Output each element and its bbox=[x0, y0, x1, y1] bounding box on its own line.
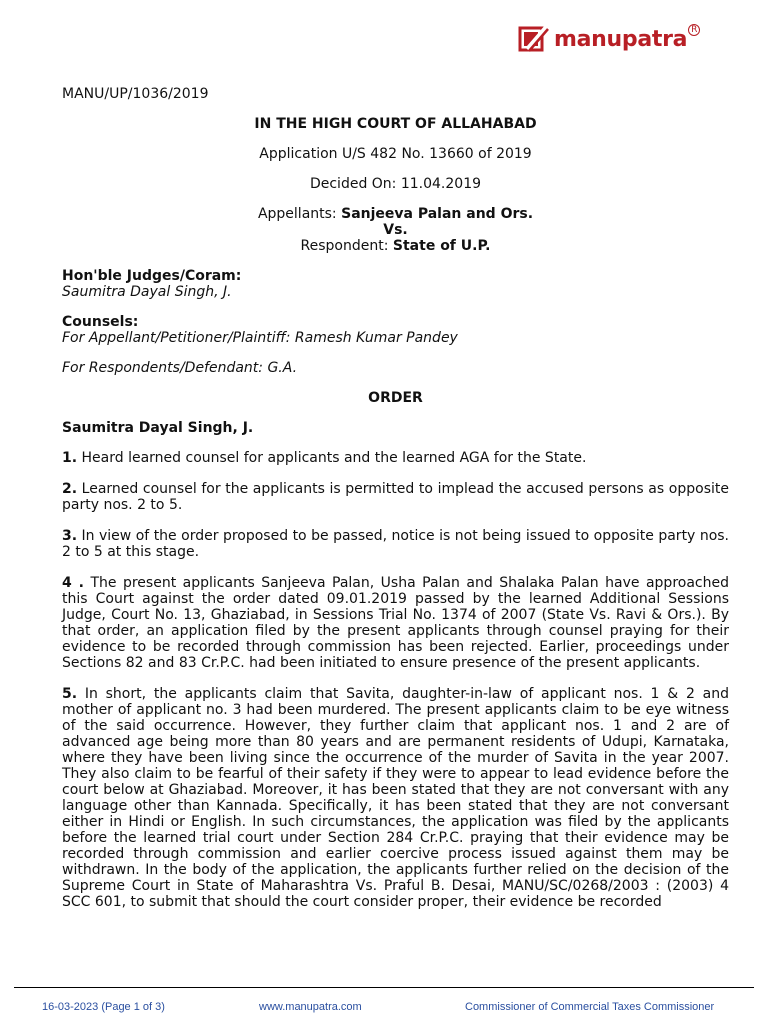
footer-divider bbox=[14, 987, 754, 988]
order-heading: ORDER bbox=[368, 390, 423, 406]
judges-names: Saumitra Dayal Singh, J. bbox=[62, 284, 232, 300]
paragraph-text: In view of the order proposed to be passed, notice is not being issued to opposite party nos. 2 to 5 at this stage. bbox=[62, 528, 729, 560]
paragraph-2 bbox=[62, 481, 729, 513]
paragraph-number: 1. bbox=[62, 450, 78, 466]
citation: MANU/UP/1036/2019 bbox=[62, 86, 209, 102]
counsels-heading: Counsels: bbox=[62, 314, 139, 330]
counsel-appellant: For Appellant/Petitioner/Plaintiff: Ramesh Kumar Pandey bbox=[62, 330, 458, 346]
appellants-label: Appellants: bbox=[257, 206, 342, 222]
brand-name: manupatra bbox=[554, 26, 688, 52]
footer-site-link[interactable]: www.manupatra.com bbox=[259, 1001, 362, 1013]
paragraph-1 bbox=[62, 450, 729, 466]
court-name: IN THE HIGH COURT OF ALLAHABAD bbox=[254, 116, 537, 132]
paragraph-text: Heard learned counsel for applicants and the learned AGA for the State. bbox=[77, 450, 587, 466]
paragraph-number: 5. bbox=[62, 686, 78, 702]
counsels-section bbox=[62, 314, 729, 346]
judges-heading: Hon'ble Judges/Coram: bbox=[62, 268, 242, 284]
appellants-line bbox=[62, 206, 729, 222]
parties bbox=[62, 206, 729, 254]
respondent-label: Respondent: bbox=[300, 238, 393, 254]
paragraph-4 bbox=[62, 575, 729, 671]
document-body bbox=[62, 86, 729, 925]
paragraph-text: The present applicants Sanjeeva Palan, Usha Palan and Shalaka Palan have approached this Court against the order dated 09.01.2019 passed by the learned Additional Sessions Judge, Court No. 13, Ghaziabad, in Sessions Trial No. 1374 of 2007 (State Vs. Ravi & Ors.). By that order, an application filed by the present applicants through counsel praying for their evidence to be recorded through commission has been rejected. Earlier, proceedings under Sections 82 and 83 Cr.P.C. had been initiated to ensure presence of the present applicants. bbox=[62, 575, 729, 671]
respondent-name: State of U.P. bbox=[392, 238, 491, 254]
application-number: Application U/S 482 No. 13660 of 2019 bbox=[259, 146, 532, 162]
manupatra-logo-icon bbox=[518, 24, 550, 54]
paragraph-number: 4 . bbox=[62, 575, 84, 591]
judges-section bbox=[62, 268, 729, 300]
paragraph-number: 3. bbox=[62, 528, 78, 544]
counsel-respondent: For Respondents/Defendant: G.A. bbox=[62, 360, 298, 376]
paragraph-3 bbox=[62, 528, 729, 560]
paragraph-text: Learned counsel for the applicants is permitted to implead the accused persons as opposite party nos. 2 to 5. bbox=[62, 481, 729, 513]
manupatra-logo bbox=[518, 22, 700, 56]
decided-date: Decided On: 11.04.2019 bbox=[309, 176, 482, 192]
paragraph-number: 2. bbox=[62, 481, 78, 497]
versus: Vs. bbox=[383, 222, 408, 238]
order-author: Saumitra Dayal Singh, J. bbox=[62, 420, 254, 436]
paragraph-text: In short, the applicants claim that Savita, daughter-in-law of applicant nos. 1 & 2 and mother of applicant no. 3 had been murdered. The present applicants claim to be eye witness of the said occurrence. However, they further claim that applicant nos. 1 and 2 are of advanced age being more than 80 years and are permanent residents of Udupi, Karnataka, where they have been living since the occurrence of the murder of Savita in the year 2007. They also claim to be fearful of their safety if they were to appear to lead evidence before the court below at Ghaziabad. Moreover, it has been stated that they are not conversant with any language other than Kannada. Specifically, it has been stated that they are not conversant either in Hindi or English. In such circumstances, the application was filed by the applicants before the learned trial court under Section 284 Cr.P.C. praying that their evidence may be recorded through commission and earlier coercive process issued against them may be withdrawn. In the body of the application, the applicants further relied on the decision of the Supreme Court in State of Maharashtra Vs. Praful B. Desai, MANU/SC/0268/2003 : (2003) 4 SCC 601, to submit that should the court consider proper, their evidence be recorded bbox=[62, 686, 729, 910]
footer-licensee: Commissioner of Commercial Taxes Commissioner bbox=[465, 1001, 715, 1013]
respondent-line bbox=[62, 238, 729, 254]
footer-page-info: 16-03-2023 (Page 1 of 3) bbox=[42, 1001, 165, 1013]
appellants-name: Sanjeeva Palan and Ors. bbox=[341, 206, 534, 222]
paragraph-5 bbox=[62, 686, 729, 910]
registered-mark: R bbox=[688, 24, 700, 36]
